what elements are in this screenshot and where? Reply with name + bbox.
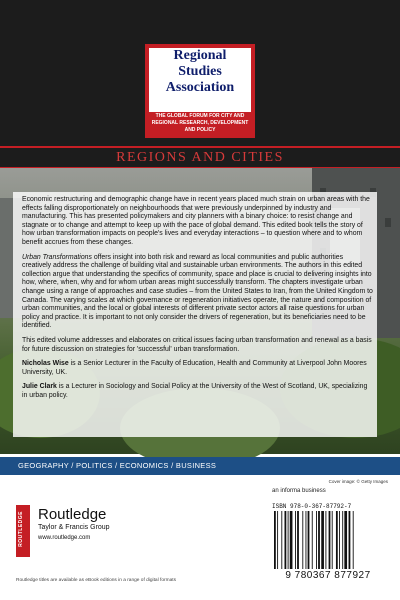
barcode-bar	[332, 511, 333, 569]
barcode-bar	[336, 511, 338, 569]
rsa-name-line-3: Association	[165, 80, 235, 95]
barcode-bar	[316, 511, 317, 569]
isbn-barcode	[272, 511, 384, 569]
author-name-2: Julie Clark	[22, 383, 57, 391]
barcode-bar	[349, 511, 351, 569]
author-bio-1-text: is a Senior Lecturer in the Faculty of Education, Health and Community at Liverpool John Moores University, UK.	[22, 360, 367, 376]
blurb-paragraph-3: This edited volume addresses and elaborates on critical issues facing urban transformation and renewal as a basis for future discussion on strategies for 'successful' urban transformation.	[22, 336, 372, 353]
publisher-group: Taylor & Francis Group	[38, 524, 110, 531]
publisher-website: www.routledge.com	[38, 535, 91, 541]
author-bio-1	[22, 360, 374, 377]
isbn-label: ISBN 978-0-367-87792-7	[272, 503, 352, 510]
ebook-note: Routledge titles are available as eBook editions in a range of digital formats	[16, 578, 176, 583]
rsa-logo-wordmark	[149, 48, 251, 112]
barcode-bar	[288, 511, 289, 569]
routledge-logo	[16, 505, 30, 557]
barcode-bar	[321, 511, 324, 569]
window	[385, 218, 391, 227]
barcode-bar	[306, 511, 307, 569]
subject-band	[0, 457, 400, 475]
barcode-bar	[342, 511, 343, 569]
barcode-bar	[318, 511, 320, 569]
barcode-bar	[285, 511, 287, 569]
blurb-paragraph-2	[22, 254, 374, 331]
author-bio-2	[22, 383, 374, 400]
barcode-bar	[339, 511, 340, 569]
barcode-bar	[302, 511, 303, 569]
barcode-bar	[344, 511, 347, 569]
cover-credit: Cover image: © Getty Images	[328, 479, 388, 484]
barcode-bar	[297, 511, 299, 569]
routledge-logo-text: ROUTLEDGE	[18, 511, 24, 547]
rsa-logo	[145, 44, 255, 138]
barcode-bar	[325, 511, 326, 569]
blurb	[22, 196, 374, 406]
rsa-name-line-2: Studies	[178, 64, 222, 79]
series-title: REGIONS AND CITIES	[116, 150, 284, 165]
author-bio-2-text: is a Lecturer in Sociology and Social Policy at the University of the West of Scotland, UK, specializing in urban policy.	[22, 383, 368, 399]
barcode-bar	[281, 511, 282, 569]
barcode-bar	[353, 511, 354, 569]
publisher-name: Routledge	[38, 506, 107, 523]
barcode-bar	[290, 511, 293, 569]
series-rule-top	[0, 146, 400, 148]
barcode-bar	[308, 511, 310, 569]
rsa-name-line-1: Regional	[173, 48, 227, 63]
barcode-bar	[277, 511, 278, 569]
author-name-1: Nicholas Wise	[22, 360, 69, 368]
barcode-bar	[295, 511, 296, 569]
blurb-paragraph-1: Economic restructuring and demographic change have in recent years placed much strain on urban areas with the effects falling disproportionately on neighbourhoods that were previously underpinned by industry and manufacturing. This has presented policymakers and city planners with a binary choice: to resist change and stagnate or to change and attempt to keep up with the pace of global demand. This edited book tells the story of how urban transformation impacts on people's lives and everyday interactions – to question where and to whom benefit accrues from these changes.	[22, 196, 370, 246]
blurb-paragraph-2-text: offers insight into both risk and reward as local communities and public authorities creatively address the challenge of building vital and sustainable urban environments. The authors in this edited collection argue that understanding the specifics of community, space and place is crucial to delivering insights into how, where, when, why and for whom urban areas might successfully transform. The chapters investigate urban change using a range of approaches and case studies – from the United States to Iran, from the United Kingdom to Canada. The varying scales at which governance or regeneration initiatives operate, the nature and composition of urban communities, and the local or global interests of different private sector actors all raise questions for urban policy and practice. It is important to not only consider the drivers of regeneration, but its beneficiaries need to be identified.	[22, 253, 373, 330]
barcode-bar	[329, 511, 331, 569]
subject-categories: GEOGRAPHY / POLITICS / ECONOMICS / BUSINESS	[18, 461, 217, 470]
barcode-bar	[274, 511, 276, 569]
rsa-tagline: THE GLOBAL FORUM FOR CITY AND REGIONAL RESEARCH, DEVELOPMENT AND POLICY	[151, 113, 249, 133]
informa-business-label: an informa business	[272, 488, 326, 494]
barcode-bar	[312, 511, 313, 569]
isbn-barcode-number: 9 780367 877927	[285, 570, 371, 581]
book-title-inline: Urban Transformations	[22, 253, 92, 261]
